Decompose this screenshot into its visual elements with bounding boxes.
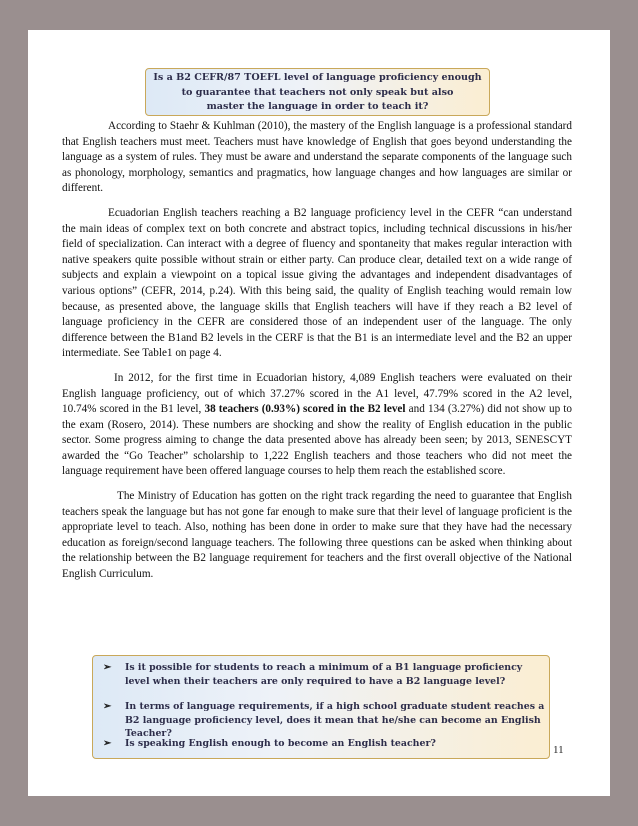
paragraph-1-text: According to Staehr & Kuhlman (2010), the mastery of the English language is a professional standard that English teachers must meet. Teachers must have knowledge of English that goes beyond understanding the language as a system of rules. They must be aware and understand the separate components of the language such as phonology, morphology, semantics and pragmatics, how language changes and how languages are similar or different. bbox=[62, 120, 572, 195]
paragraph-3-text-end: and 134 (3.27%) did not show up to the exam (Rosero, 2014). These numbers are shocking and show the reality of English education in the public sector. Some progress aiming to change the data presented above has already been seen; by 2013, SENESCYT awarded the “Go Teacher” scholarship to 1,222 English teachers and those teachers who did not meet the language requirement have been offered language courses to help them reach the established score. bbox=[62, 403, 572, 478]
paragraph-2-text: Ecuadorian English teachers reaching a B2 language proficiency level in the CEFR “can understand the main ideas of complex text on both concrete and abstract topics, including technical discussions in his/her field of specialization. Can interact with a degree of fluency and spontaneity that makes regular interaction with native speakers quite possible without strain or either party. Can produce clear, detailed text on a wide range of subjects and explain a viewpoint on a topical issue giving the advantages and independent disadvantages of various options” (CEFR, 2014, p.24). With this being said, the quality of English teaching would remain low because, as presented above, the language skills that English teachers will have if they reach a B2 level of language proficiency in the CEFR are considered those of an independent user of the language. The only difference between the B1and B2 levels in the CERF is that the B1 is an intermediate level and the B2 an upper intermediate. See Table1 on page 4. bbox=[62, 206, 572, 360]
paragraph-3-text-start: In 2012, for the first time in Ecuadorian history, 4,089 English teachers were evaluated on their English language proficiency, out of which 37.27% scored in the A1 level, 47.79% scored in the A2 level, 10.74% scored in the B1 level, bbox=[62, 371, 572, 416]
paragraph-4-text: The Ministry of Education has gotten on the right track regarding the need to guarantee that English teachers speak the language but has not gone far enough to make sure that their level of language proficient is the appropriate level to teach. Also, nothing has been done in order to make sure that they have had the necessary education as foreign/second language teachers. The following three questions can be asked when thinking about the relationship between the B2 language requirement for teachers and the first overall objective of the National English Curriculum. bbox=[62, 490, 572, 581]
paragraph-4 bbox=[62, 489, 572, 583]
header-callout-line-3: master the language in order to teach it? bbox=[206, 101, 429, 112]
arrow-bullet-icon: ➢ bbox=[103, 701, 112, 712]
arrow-bullet-icon: ➢ bbox=[103, 662, 112, 673]
header-callout-line-1: Is a B2 CEFR/87 TOEFL level of language proficiency enough bbox=[153, 72, 482, 83]
question-1-text: Is it possible for students to reach a minimum of a B1 language proficiency level when their teachers are only required to have a B2 language level? bbox=[125, 662, 523, 687]
page-number: 11 bbox=[553, 744, 564, 756]
question-2-text: In terms of language requirements, if a high school graduate student reaches a B2 language proficiency level, does it mean that he/she can become an English Teacher? bbox=[125, 701, 545, 739]
paragraph-3-bold-text: 38 teachers (0.93%) scored in the B2 level bbox=[204, 403, 406, 416]
question-3-text: Is speaking English enough to become an English teacher? bbox=[125, 738, 436, 749]
paragraph-3 bbox=[62, 371, 572, 480]
paragraph-1 bbox=[62, 119, 572, 197]
questions-callout bbox=[92, 655, 550, 759]
paragraph-2 bbox=[62, 206, 572, 362]
body-text bbox=[62, 119, 572, 592]
arrow-bullet-icon: ➢ bbox=[103, 738, 112, 749]
header-callout bbox=[145, 68, 490, 116]
header-callout-line-2: to guarantee that teachers not only speak but also bbox=[181, 86, 454, 98]
